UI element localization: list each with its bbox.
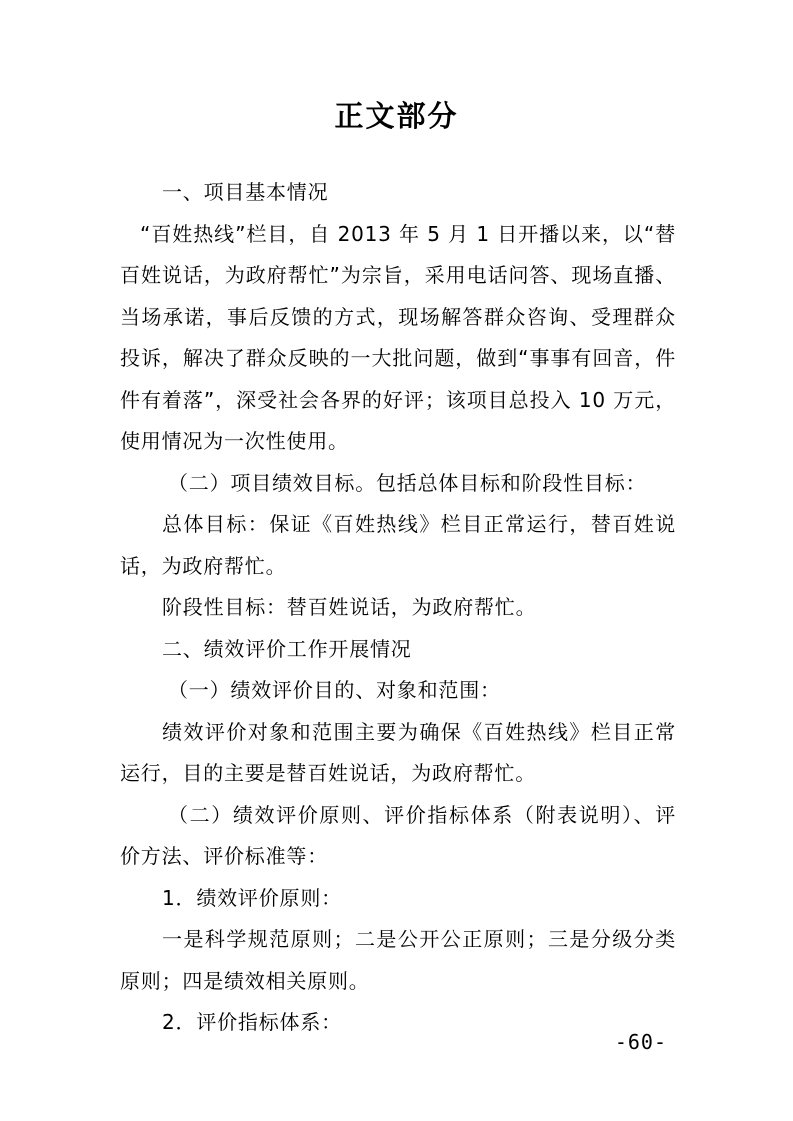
paragraph-project-description: “百姓热线”栏目，自 2013 年 5 月 1 日开播以来，以“替百姓说话，为政府帮忙”为宗旨，采用电话问答、现场直播、当场承诺，事后反馈的方式，现场解答群众咨询、受理群众投诉，解决了群众反映的一大批问题，做到“事事有回音，件件有着落”，深受社会各界的好评；该项目总投入 10 万元，使用情况为一次性使用。 (120, 221, 676, 453)
paragraph-stage-goal: 阶段性目标：替百姓说话，为政府帮忙。 (162, 595, 537, 619)
list-heading-indicator-system: 2．评价指标体系： (162, 1010, 342, 1034)
subsection-heading-evaluation-principles: （二）绩效评价原则、评价指标体系（附表说明）、评价方法、评价标准等： (120, 802, 676, 868)
paragraph-overall-goal: 总体目标：保证《百姓热线》栏目正常运行，替百姓说话，为政府帮忙。 (120, 512, 676, 578)
page-title: 正文部分 (334, 99, 459, 133)
page-number: -60- (614, 1030, 667, 1054)
subsection-heading-evaluation-scope: （一）绩效评价目的、对象和范围： (168, 678, 501, 702)
section-heading-evaluation-work: 二、绩效评价工作开展情况 (162, 636, 412, 661)
paragraph-evaluation-scope: 绩效评价对象和范围主要为确保《百姓热线》栏目正常运行，目的主要是替百姓说话，为政府帮忙。 (120, 719, 676, 785)
body-text (120, 172, 676, 1044)
section-heading-project-overview: 一、项目基本情况 (162, 180, 329, 204)
subsection-heading-performance-goals: （二）项目绩效目标。包括总体目标和阶段性目标： (168, 470, 647, 495)
list-heading-evaluation-principles: 1．绩效评价原则： (162, 885, 342, 910)
paragraph-principles-list: 一是科学规范原则；二是公开公正原则；三是分级分类原则；四是绩效相关原则。 (120, 927, 676, 993)
